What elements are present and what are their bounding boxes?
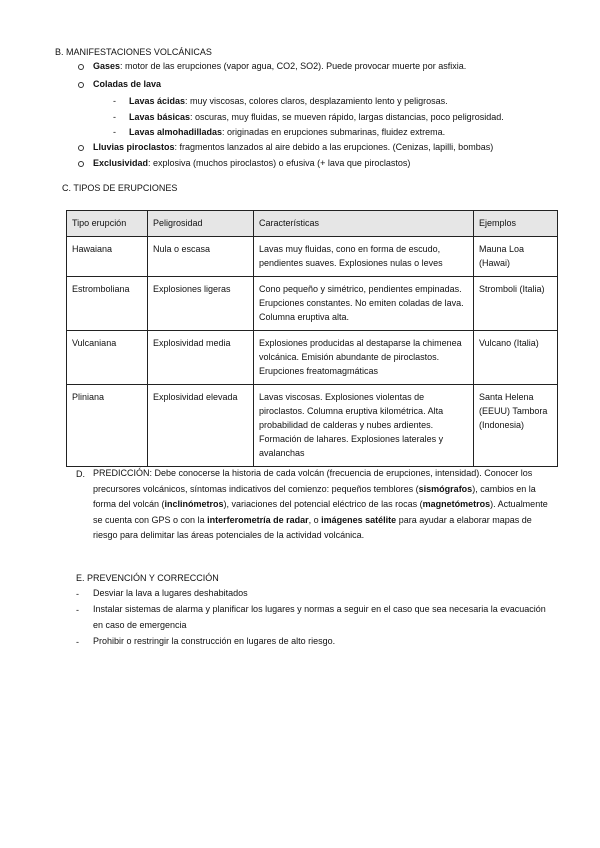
basicas-text: : oscuras, muy fluidas, se mueven rápido, largas distancias, poco peligrosidad. [190,112,504,122]
prediccion-bold: magnetómetros [422,499,491,509]
prediccion-bold: interferometría de radar [207,514,309,525]
prediccion-bold: inclinómetros [164,499,224,509]
ejemplos-cell: Vulcano (Italia) [474,331,558,385]
dash-bullet-icon: - [76,637,79,647]
prediccion-paragraph [93,466,548,544]
header-cell: Ejemplos [474,211,558,237]
header-cell: Tipo erupción [67,211,148,237]
gases-label: Gases [93,61,121,71]
circle-bullet-icon [78,64,84,70]
prediccion-text: ), variaciones del potencial eléctrico de las rocas ( [223,499,423,509]
basicas-item [129,112,504,123]
ejemplos-cell: Santa Helena (EEUU) Tambora (Indonesia) [474,385,558,467]
exclusividad-item [93,158,410,169]
peligrosidad-cell: Explosividad elevada [148,385,254,467]
exclusividad-label: Exclusividad [93,158,149,168]
coladas-label: Coladas de lava [93,79,162,89]
almohadilladas-text: : originadas en erupciones submarinas, fluidez extrema. [222,127,446,137]
ejemplos-cell: Stromboli (Italia) [474,277,558,331]
section-d-letter: D. [76,469,85,479]
table-row [67,385,558,467]
prediccion-text: para ayudar a elaborar mapas de riesgo para delimitar las áreas potenciales de la actividad volcánica. [93,514,532,540]
peligrosidad-cell: Explosiones ligeras [148,277,254,331]
circle-bullet-icon [78,145,84,151]
tipo-cell: Vulcaniana [67,331,148,385]
prediccion-text: PREDICCIÓN: Debe conocerse la historia de cada volcán (frecuencia de erupciones, intensidad). Conocer los precursores volcánicos, síntomas indicativos del comienzo: pequeños temblores ( [93,468,533,494]
prediccion-text: , o [308,514,322,525]
table-row [67,237,558,277]
dash-bullet-icon: - [113,112,116,122]
section-e-heading: E. PREVENCIÓN Y CORRECCIÓN [76,573,219,583]
header-cell: Peligrosidad [148,211,254,237]
table-row [67,277,558,331]
caracteristicas-cell: Lavas viscosas. Explosiones violentas de piroclastos. Columna eruptiva kilométrica. Alta probabilidad de calderas y nubes ardientes. Formación de lahares. Explosiones laterales y avalanchas [254,385,474,467]
list-item: Instalar sistemas de alarma y planificar los lugares y normas a seguir en el caso que sea necesaria la evacuación en caso de emergencia [93,604,546,630]
ejemplos-cell: Mauna Loa (Hawai) [474,237,558,277]
tipo-cell: Pliniana [67,385,148,467]
peligrosidad-cell: Explosividad media [148,331,254,385]
header-cell: Características [254,211,474,237]
lluvias-text: : fragmentos lanzados al aire debido a las erupciones. (Cenizas, lapilli, bombas) [174,142,494,152]
prediccion-bold: imágenes satélite [321,514,397,525]
acidas-text: : muy viscosas, colores claros, desplazamiento lento y peligrosas. [185,96,448,106]
gases-text: : motor de las erupciones (vapor agua, CO2, SO2). Puede provocar muerte por asfixia. [120,61,467,71]
circle-bullet-icon [78,161,84,167]
section-c-heading: C. TIPOS DE ERUPCIONES [62,183,178,193]
prediccion-bold: sismógrafos [418,483,473,494]
almohadilladas-label: Lavas almohadilladas [129,127,223,137]
almohadilladas-item [129,127,445,138]
tipo-cell: Hawaiana [67,237,148,277]
lluvias-item [93,142,493,153]
list-item: Desviar la lava a lugares deshabitados [93,588,248,598]
dash-bullet-icon: - [113,127,116,137]
table-header-row [67,211,558,237]
exclusividad-text: : explosiva (muchos piroclastos) o efusiva (+ lava que piroclastos) [148,158,411,168]
caracteristicas-cell: Cono pequeño y simétrico, pendientes empinadas. Erupciones constantes. No emiten coladas de lava. Columna eruptiva alta. [254,277,474,331]
circle-bullet-icon [78,82,84,88]
dash-bullet-icon: - [76,605,79,615]
caracteristicas-cell: Lavas muy fluidas, cono en forma de escudo, pendientes suaves. Explosiones nulas o leves [254,237,474,277]
acidas-label: Lavas ácidas [129,96,186,106]
eruption-types-table [66,210,558,467]
acidas-item [129,96,448,107]
dash-bullet-icon: - [76,589,79,599]
peligrosidad-cell: Nula o escasa [148,237,254,277]
caracteristicas-cell: Explosiones producidas al destaparse la chimenea volcánica. Emisión abundante de piroclastos. Erupciones freatomagmáticas [254,331,474,385]
section-b-heading: B. MANIFESTACIONES VOLCÁNICAS [55,47,212,57]
lluvias-label: Lluvias piroclastos [93,142,175,152]
tipo-cell: Estromboliana [67,277,148,331]
prediccion-text: ), cambios en la forma del volcán ( [93,483,536,509]
dash-bullet-icon: - [113,96,116,106]
basicas-label: Lavas básicas [129,112,191,122]
gases-item [93,61,466,72]
prediccion-text: ). Actualmente se cuenta con GPS o con la [93,499,548,525]
table-row [67,331,558,385]
list-item: Prohibir o restringir la construcción en lugares de alto riesgo. [93,636,336,646]
